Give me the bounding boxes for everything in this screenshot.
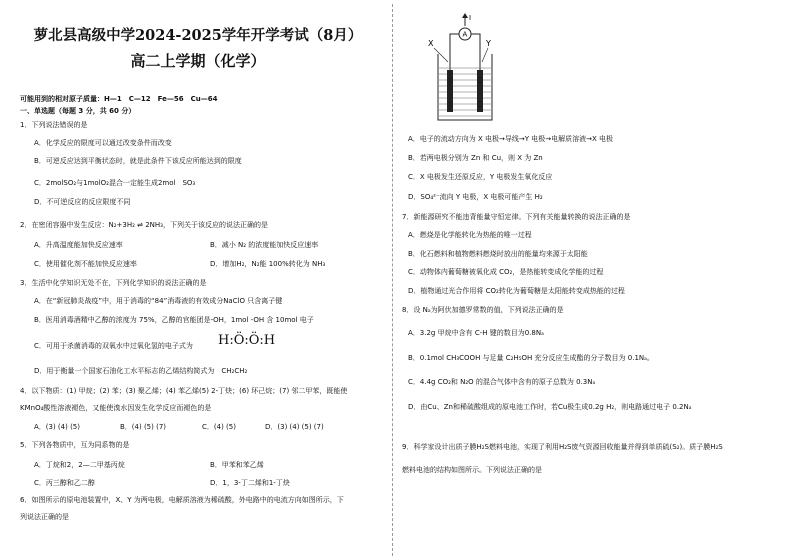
q6-option-d: D．SO₄²⁻流向 Y 电极，X 电极可能产生 H₂ <box>408 193 543 201</box>
q8-stem: 8．设 Nₐ为阿伏加德罗常数的值，下列说法正确的是 <box>402 306 564 314</box>
h2o2-electron-formula: H:Ö:Ö:H <box>218 333 276 348</box>
q8-option-c: C．4.4g CO₂和 N₂O 的混合气体中含有的原子总数为 0.3Nₐ <box>408 378 596 386</box>
q8-option-b: B．0.1mol CH₃COOH 与足量 C₂H₅OH 充分反应生成酯的分子数目为 0.1Nₐ。 <box>408 354 654 362</box>
q2-option-c: C．使用催化剂不能加快反应速率 <box>34 260 137 268</box>
q7-option-c: C．动物体内葡萄糖被氧化成 CO₂，是热能转变成化学能的过程 <box>408 268 604 276</box>
q1-option-b: B．可逆反应达到平衡状态时，就是此条件下该反应所能达到的限度 <box>34 157 242 165</box>
q3-option-c: C．可用于杀菌消毒的双氧水中过氧化氢的电子式为 <box>34 342 193 350</box>
q7-option-a: A．燃烧是化学能转化为热能的唯一过程 <box>408 231 532 239</box>
q1-stem: 1．下列说法错误的是 <box>20 121 88 129</box>
q4-stem-line2: KMnO₄酸性溶液褪色，又能使溴水因发生化学反应而褪色的是 <box>20 404 212 412</box>
q4-option-a: A．(3) (4) (5) <box>34 423 80 431</box>
q6-option-a: A．电子的流动方向为 X 电极→导线→Y 电极→电解质溶液→X 电极 <box>408 135 614 143</box>
electrode-y <box>477 70 483 112</box>
galvanic-cell-diagram <box>420 4 510 124</box>
q6-option-b: B．若两电极分别为 Zn 和 Cu，则 X 为 Zn <box>408 154 543 162</box>
q5-option-a: A．丁烷和2，2—二甲基丙烷 <box>34 461 125 469</box>
q8-option-d: D．由Cu、Zn和稀硫酸组成的原电池工作时，若Cu极生成0.2g H₂，则电路通过电子 0.2Nₐ <box>408 403 692 411</box>
column-divider <box>392 4 393 556</box>
q9-stem-line1: 9．科学家设计出质子膜H₂S燃料电池，实现了利用H₂S废气资源回收能量并得到单质硫(S₂)。质子膜H₂S <box>402 443 723 451</box>
q5-stem: 5．下列各物质中，互为同系物的是 <box>20 441 130 449</box>
q1-option-a: A．化学反应的限度可以通过改变条件而改变 <box>34 139 172 147</box>
q1-option-c: C．2molSO₂与1molO₂混合一定能生成2mol SO₃ <box>34 179 196 187</box>
q3-option-d: D．用于衡量一个国家石油化工水平标志的乙烯结构简式为 CH₂CH₂ <box>34 367 248 375</box>
q5-option-b: B．甲苯和苯乙烯 <box>210 461 264 469</box>
q9-stem-line2: 燃料电池的结构如图所示。下列说法正确的是 <box>402 466 542 474</box>
exam-title: 萝北县高级中学2024-2025学年开学考试（8月） <box>33 27 363 44</box>
q7-option-b: B．化石燃料和植物燃料燃烧时放出的能量均来源于太阳能 <box>408 250 588 258</box>
q2-option-b: B．减小 N₂ 的浓度能加快反应速率 <box>210 241 319 249</box>
q4-stem-line1: 4．以下物质：(1) 甲烷；(2) 苯；(3) 聚乙烯；(4) 苯乙烯(5) 2-丁炔；(6) 环己烷；(7) 邻二甲苯，既能使 <box>20 387 348 395</box>
q7-stem: 7．新能源研究不能违背能量守恒定律。下列有关能量转换的说法正确的是 <box>402 213 631 221</box>
electrolyte-solution <box>439 68 491 116</box>
electrode-y-label: Y <box>486 39 491 48</box>
q3-option-a: A．在“新冠肺炎战疫”中，用于消毒的“84”消毒液的有效成分NaClO 只含离子键 <box>34 297 283 305</box>
q4-option-d: D．(3) (4) (5) (7) <box>265 423 324 431</box>
q2-option-a: A．升高温度能加快反应速率 <box>34 241 123 249</box>
q6-option-c: C．X 电极发生还原反应，Y 电极发生氧化反应 <box>408 173 553 181</box>
q5-option-c: C．丙三醇和乙二醇 <box>34 479 95 487</box>
electrode-x <box>447 70 453 112</box>
q2-option-d: D．增加H₂，N₂能 100%转化为 NH₃ <box>210 260 326 268</box>
ammeter-label: A <box>462 30 468 39</box>
q4-option-b: B．(4) (5) (7) <box>120 423 166 431</box>
exam-subtitle: 高二上学期（化学） <box>130 52 266 70</box>
q3-stem: 3．生活中化学知识无处不在，下列化学知识的说法正确的是 <box>20 279 207 287</box>
q6-stem-line2: 列说法正确的是 <box>20 513 69 521</box>
q6-stem-line1: 6．如图所示的原电池装置中，X、Y 为两电极，电解质溶液为稀硫酸，外电路中的电流方向如图所示，下 <box>20 496 344 504</box>
q7-option-d: D．植物通过光合作用将 CO₂转化为葡萄糖是太阳能转变成热能的过程 <box>408 287 625 295</box>
q8-option-a: A．3.2g 甲烷中含有 C-H 键的数目为0.8Nₐ <box>408 329 544 337</box>
atomic-masses: 可能用到的相对原子质量：H—1 C—12 Fe—56 Cu—64 <box>20 95 218 103</box>
current-label: I <box>469 14 472 22</box>
electrode-x-label: X <box>428 39 434 48</box>
q2-stem: 2．在密闭容器中发生反应：N₂+3H₂ ⇌ 2NH₃，下列关于该反应的说法正确的是 <box>20 221 268 229</box>
q4-option-c: C．(4) (5) <box>202 423 236 431</box>
q5-option-d: D．1，3-丁二烯和1-丁炔 <box>210 479 290 487</box>
q1-option-d: D．不可逆反应的反应限度不同 <box>34 198 131 206</box>
current-arrowhead-icon <box>462 13 468 18</box>
q3-option-b: B．医用消毒酒精中乙醇的浓度为 75%，乙醇的官能团是-OH，1mol -OH 含 10mol 电子 <box>34 316 314 324</box>
section-heading: 一、单选题（每题 3 分，共 60 分） <box>20 107 136 115</box>
